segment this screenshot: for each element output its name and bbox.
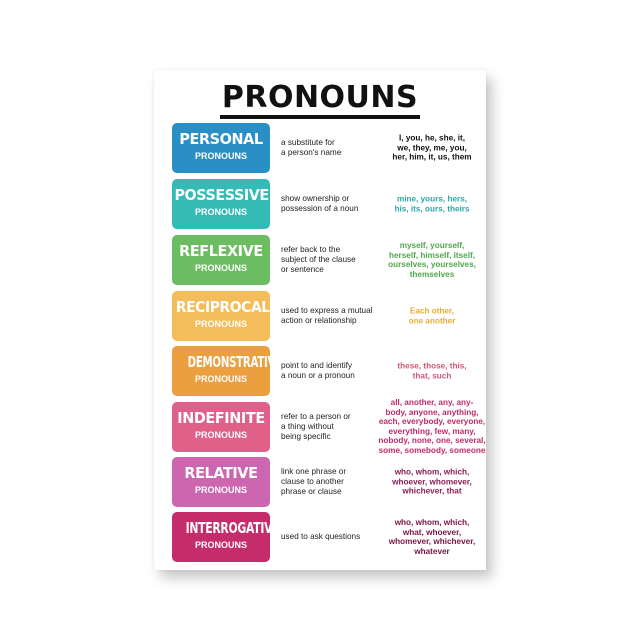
pronoun-type-badge [172,346,282,396]
pronoun-type-badge [172,235,270,285]
pronoun-description [281,467,377,497]
pronoun-row-possessive [154,179,486,229]
description-line: action or relationship [281,316,357,325]
pronoun-row-interrogative [154,512,486,562]
description-line: possession of a noun [281,204,359,213]
example-line: everything, few, many, [388,427,476,436]
pronoun-row-relative [154,457,486,507]
example-line: mine, yours, hers, [396,194,468,204]
pronoun-description [281,361,377,381]
description-line: refer back to the [281,245,341,254]
pronoun-type-badge [172,291,270,341]
pronoun-type-subtitle: PRONOUNS [194,374,247,384]
pronoun-type-subtitle: PRONOUNS [194,151,247,161]
pronoun-description [281,412,377,442]
pronoun-row-reflexive [154,235,486,285]
description-line: a person's name [281,148,342,157]
pronoun-examples [378,361,486,380]
description-line: a thing without [281,422,334,431]
pronoun-description [281,532,377,542]
pronoun-row-indefinite [154,398,486,456]
example-line: ourselves, yourselves, [388,260,476,269]
example-line: herself, himself, itself, [389,250,475,260]
pronoun-type-badge [172,457,270,507]
pronoun-examples [378,398,486,456]
example-line: these, those, this, [397,361,467,371]
pronoun-type-badge [172,179,270,229]
description-line: subject of the clause [281,255,356,264]
pronoun-description [281,138,377,158]
description-line: refer to a person or [281,412,351,421]
example-line: her, him, it, us, them [392,152,472,162]
pronoun-row-demonstrative [154,346,486,396]
pronoun-examples [378,468,486,497]
example-line: who, whom, which, [394,517,470,527]
pronoun-type-name: DEMONSTRATIVE [187,353,282,371]
description-line: a noun or a pronoun [281,371,355,380]
pronoun-type-subtitle: PRONOUNS [194,319,247,329]
poster-title-text: PRONOUNS [220,80,420,119]
pronoun-examples [378,134,486,163]
pronoun-type-badge [172,123,270,173]
example-line: we, they, me, you, [397,143,467,153]
example-line: his, its, ours, theirs [394,204,470,213]
pronoun-row-reciprocal [154,291,486,341]
example-line: whichever, that [402,486,462,496]
example-line: Each other, [409,306,455,316]
example-line: myself, yourself, [399,240,465,250]
pronoun-type-name: INDEFINITE [177,409,265,427]
pronoun-type-subtitle: PRONOUNS [194,207,247,217]
example-line: what, whoever, [402,527,462,537]
example-line: each, everybody, everyone, [378,417,486,427]
pronoun-examples [378,518,486,556]
pronoun-type-name: RECIPROCAL [175,298,270,316]
pronoun-type-subtitle: PRONOUNS [194,430,247,440]
pronoun-examples [378,241,486,279]
pronoun-type-subtitle: PRONOUNS [194,263,247,273]
example-line: nobody, none, one, several, [378,436,486,446]
example-line: themselves [409,269,455,279]
pronoun-type-subtitle: PRONOUNS [194,485,247,495]
description-line: or sentence [281,265,324,274]
pronouns-poster [154,70,486,570]
example-line: whoever, whomever, [392,477,472,487]
example-line: one another [408,316,456,325]
example-line: body, anyone, anything, [385,407,479,417]
pronoun-type-name: INTERROGATIVE [185,519,280,537]
description-line: show ownership or [281,194,350,203]
description-line: being specific [281,432,331,441]
pronoun-type-name: POSSESSIVE [174,186,269,204]
description-line: used to ask questions [281,532,361,541]
description-line: phrase or clause [281,487,342,496]
example-line: who, whom, which, [394,467,470,477]
pronoun-description [281,245,377,275]
example-line: some, somebody, someone [378,446,486,456]
pronoun-type-name: RELATIVE [184,464,258,482]
description-line: a substitute for [281,138,335,147]
pronoun-examples [378,306,486,325]
pronoun-type-subtitle: PRONOUNS [194,540,247,550]
poster-title [154,80,486,115]
pronoun-type-badge [172,402,270,452]
pronoun-type-badge [172,512,280,562]
pronoun-type-name: PERSONAL [179,130,263,148]
description-line: link one phrase or [281,467,347,476]
pronoun-row-personal [154,123,486,173]
example-line: I, you, he, she, it, [399,133,465,143]
pronoun-examples [378,194,486,213]
description-line: used to express a mutual [281,306,373,315]
example-line: all, another, any, any- [390,398,474,408]
pronoun-description [281,194,377,214]
pronoun-description [281,306,377,326]
description-line: point to and identify [281,361,353,370]
example-line: whomever, whichever, [388,537,476,546]
example-line: whatever [414,546,450,556]
pronoun-type-name: REFLEXIVE [179,242,263,260]
description-line: clause to another [281,477,344,486]
example-line: that, such [412,371,452,380]
